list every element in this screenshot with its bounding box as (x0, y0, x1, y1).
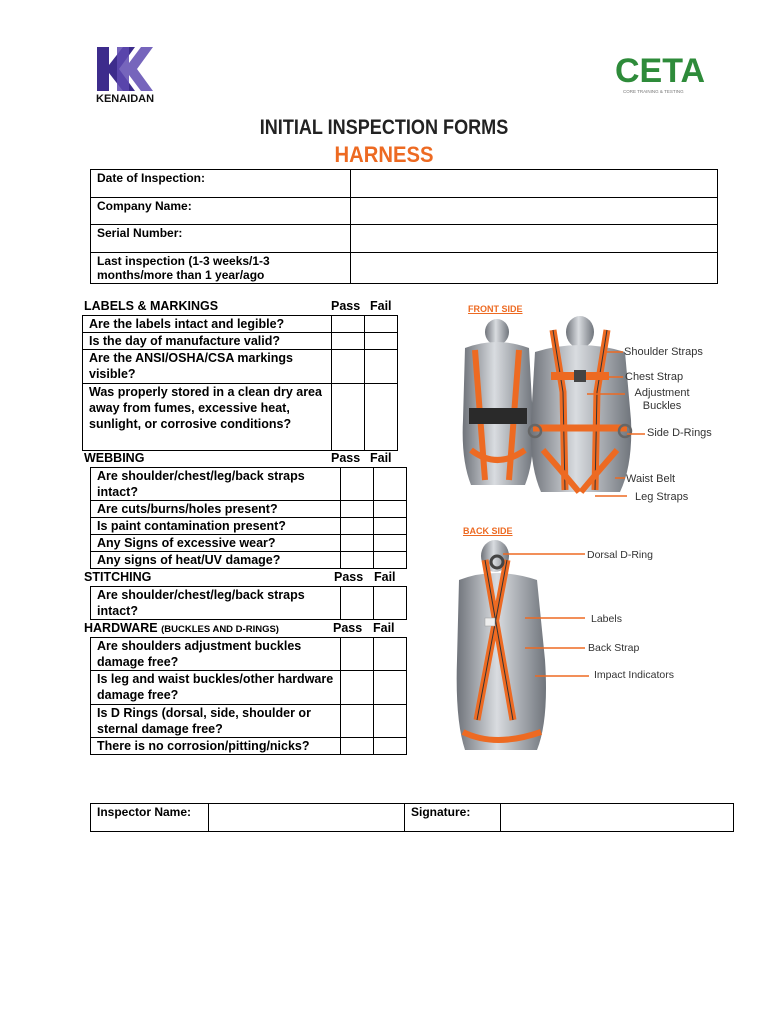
webbing-table (90, 467, 407, 569)
last-inspection-field[interactable] (351, 253, 718, 284)
hardware-heading-note: (BUCKLES AND D-RINGS) (161, 624, 279, 635)
signature-label: Signature: (405, 804, 501, 832)
stitching-table (90, 586, 407, 620)
fail-checkbox[interactable] (374, 535, 407, 552)
pass-checkbox[interactable] (341, 738, 374, 755)
pass-checkbox[interactable] (341, 518, 374, 535)
fail-checkbox[interactable] (374, 587, 407, 620)
label-waist-belt: Waist Belt (626, 473, 676, 485)
fail-checkbox[interactable] (374, 501, 407, 518)
form-subtitle: HARNESS (334, 142, 434, 167)
fail-checkbox[interactable] (365, 333, 398, 350)
hardware-table (90, 637, 407, 755)
pass-checkbox[interactable] (341, 535, 374, 552)
labels-markings-table (82, 315, 398, 451)
harness-illustration (455, 300, 725, 760)
back-mannequin (457, 540, 546, 750)
labels-markings-heading: LABELS & MARKINGS (84, 299, 219, 313)
fail-header: Fail (370, 451, 392, 465)
last-inspection-label: Last inspection (1-3 weeks/1-3 months/more than 1 year/ago (91, 253, 351, 284)
fail-checkbox[interactable] (374, 468, 407, 501)
ceta-logo (615, 52, 717, 96)
webbing-heading: WEBBING (84, 451, 145, 465)
fail-checkbox[interactable] (374, 518, 407, 535)
inspector-name-label: Inspector Name: (91, 804, 209, 832)
serial-number-field[interactable] (351, 225, 718, 253)
ceta-tagline: CORE TRAINING & TESTING (623, 89, 684, 94)
label-adjustment-buckles: Adjustment Buckles (634, 387, 690, 412)
fail-header: Fail (374, 570, 396, 584)
front-side-heading: FRONT SIDE (468, 304, 523, 314)
pass-header: Pass (333, 621, 363, 635)
pass-checkbox[interactable] (341, 552, 374, 569)
question: Is the day of manufacture valid? (83, 333, 332, 350)
pass-checkbox[interactable] (332, 316, 365, 333)
hardware-heading (84, 621, 279, 635)
pass-checkbox[interactable] (341, 638, 374, 671)
question: Are the ANSI/OSHA/CSA markings visible? (83, 350, 332, 384)
back-side-heading: BACK SIDE (463, 526, 513, 536)
inspection-info-table (90, 169, 718, 284)
serial-number-label: Serial Number: (91, 225, 351, 253)
label-back-strap: Back Strap (588, 642, 640, 654)
kenaidan-wordmark: KENAIDAN (96, 93, 155, 105)
question: There is no corrosion/pitting/nicks? (91, 738, 341, 755)
label-side-d-rings: Side D-Rings (647, 427, 712, 439)
date-of-inspection-field[interactable] (351, 170, 718, 198)
fail-checkbox[interactable] (365, 384, 398, 451)
harness-diagram (455, 300, 725, 760)
question: Are shoulder/chest/leg/back straps intact? (91, 587, 341, 620)
pass-checkbox[interactable] (341, 468, 374, 501)
label-labels: Labels (591, 613, 622, 625)
pass-checkbox[interactable] (341, 587, 374, 620)
fail-checkbox[interactable] (365, 316, 398, 333)
pass-checkbox[interactable] (332, 333, 365, 350)
label-leg-straps: Leg Straps (635, 491, 689, 503)
fail-checkbox[interactable] (365, 350, 398, 384)
pass-checkbox[interactable] (341, 501, 374, 518)
question: Are the labels intact and legible? (83, 316, 332, 333)
label-shoulder-straps: Shoulder Straps (624, 346, 703, 358)
front-mannequin (529, 316, 631, 492)
company-name-field[interactable] (351, 198, 718, 225)
fail-header: Fail (370, 299, 392, 313)
label-impact-indicators: Impact Indicators (594, 669, 674, 681)
question: Was properly stored in a clean dry area away from fumes, excessive heat, sunlight, or corrosive conditions? (83, 384, 332, 451)
pass-header: Pass (334, 570, 364, 584)
form-title: INITIAL INSPECTION FORMS (259, 116, 509, 139)
inspector-name-field[interactable] (209, 804, 405, 832)
question: Are shoulder/chest/leg/back straps intact? (91, 468, 341, 501)
label-chest-strap: Chest Strap (625, 371, 684, 383)
date-of-inspection-label: Date of Inspection: (91, 170, 351, 198)
question: Are shoulders adjustment buckles damage free? (91, 638, 341, 671)
fail-checkbox[interactable] (374, 738, 407, 755)
question: Any Signs of excessive wear? (91, 535, 341, 552)
pass-checkbox[interactable] (332, 350, 365, 384)
fail-checkbox[interactable] (374, 671, 407, 705)
pass-checkbox[interactable] (341, 705, 374, 738)
signature-field[interactable] (501, 804, 734, 832)
question: Any signs of heat/UV damage? (91, 552, 341, 569)
question: Is paint contamination present? (91, 518, 341, 535)
pass-checkbox[interactable] (341, 671, 374, 705)
pass-header: Pass (331, 299, 361, 313)
ceta-wordmark: CETA (615, 52, 706, 90)
pass-header: Pass (331, 451, 361, 465)
company-name-label: Company Name: (91, 198, 351, 225)
stitching-heading: STITCHING (84, 570, 152, 584)
question: Is D Rings (dorsal, side, shoulder or sternal damage free? (91, 705, 341, 738)
label-dorsal-d-ring: Dorsal D-Ring (587, 549, 653, 561)
fail-checkbox[interactable] (374, 705, 407, 738)
fail-header: Fail (373, 621, 395, 635)
fail-checkbox[interactable] (374, 552, 407, 569)
inspector-signature-table (90, 803, 734, 832)
kenaidan-logo (95, 45, 157, 105)
pass-checkbox[interactable] (332, 384, 365, 451)
front-mannequin-rear (463, 319, 534, 485)
question: Are cuts/burns/holes present? (91, 501, 341, 518)
question: Is leg and waist buckles/other hardware damage free? (91, 671, 341, 705)
fail-checkbox[interactable] (374, 638, 407, 671)
hardware-heading-text: HARDWARE (84, 621, 158, 635)
